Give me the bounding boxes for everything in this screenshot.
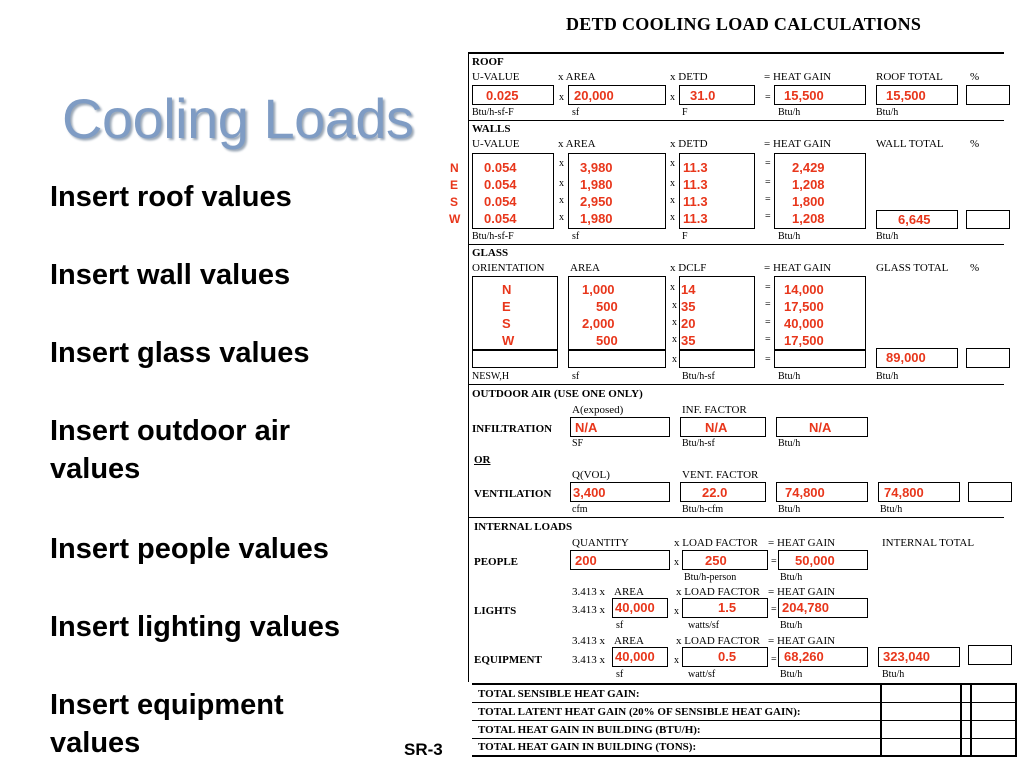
infiltration-factor: N/A [705, 420, 728, 435]
walls-header-area: x AREA [558, 138, 596, 150]
op-x: x [670, 195, 675, 206]
glass-unit-orientation: NESW,H [472, 371, 510, 382]
op-x: x [674, 557, 679, 568]
roof-header-u: U-VALUE [472, 71, 520, 83]
lights-factor: 1.5 [718, 600, 737, 615]
op-x: x [559, 178, 564, 189]
total-latent-label: TOTAL LATENT HEAT GAIN (20% OF SENSIBLE HEAT GAIN): [478, 706, 801, 718]
ventilation-gain: 74,800 [785, 485, 825, 500]
glass-n-dclf: 14 [681, 282, 696, 297]
op-x: x [670, 158, 675, 169]
lights-unit-gain: Btu/h [780, 620, 803, 631]
people-quantity: 200 [575, 553, 597, 568]
outdoor-air-total: 74,800 [884, 485, 924, 500]
divider [468, 517, 1004, 518]
glass-total: 89,000 [886, 350, 926, 365]
bullet-people: Insert people values [50, 533, 329, 565]
people-label: PEOPLE [474, 556, 519, 568]
bullet-wall: Insert wall values [50, 259, 291, 291]
ventilation-header-q: Q(VOL) [572, 469, 610, 481]
roof-unit-total: Btu/h [876, 107, 899, 118]
walls-total: 6,645 [898, 212, 931, 227]
wall-n-u: 0.054 [484, 160, 517, 175]
divider [468, 244, 1004, 245]
wall-e-gain: 1,208 [792, 177, 825, 192]
glass-unit-dclf: Btu/h-sf [682, 371, 715, 382]
roof-detd: 31.0 [690, 88, 716, 103]
op-x: x [672, 317, 677, 328]
glass-header-orientation: ORIENTATION [472, 262, 545, 274]
walls-header-pct: % [970, 138, 980, 150]
walls-header-u: U-VALUE [472, 138, 520, 150]
glass-n-orientation: N [502, 282, 512, 297]
wall-n-gain: 2,429 [792, 160, 825, 175]
lights-unit-area: sf [616, 620, 624, 631]
bullet-equipment: Insert equipment values [50, 689, 284, 759]
equipment-header-area: AREA [614, 635, 644, 647]
walls-unit-gain: Btu/h [778, 231, 801, 242]
op-x: x [559, 212, 564, 223]
glass-percent-box[interactable] [966, 348, 1010, 368]
wall-n-detd: 11.3 [683, 160, 708, 175]
ventilation-factor: 22.0 [702, 485, 728, 500]
totals-bottom-line [472, 755, 1017, 757]
glass-n-area: 1,000 [582, 282, 615, 297]
op-x: x [559, 92, 564, 103]
slide-number: SR-3 [404, 740, 443, 759]
walls-unit-u: Btu/h-sf-F [472, 231, 514, 242]
wall-s-gain: 1,800 [792, 194, 825, 209]
infiltration-header-factor: INF. FACTOR [682, 404, 747, 416]
ventilation-label: VENTILATION [474, 488, 552, 500]
internal-percent-box[interactable] [968, 645, 1012, 665]
people-header-gain: = HEAT GAIN [768, 537, 836, 549]
op-x: x [670, 282, 675, 293]
lights-mult: 3.413 x [572, 604, 605, 616]
glass-e-area: 500 [596, 299, 618, 314]
lights-unit-factor: watts/sf [688, 620, 720, 631]
glass-orientation-column[interactable] [472, 276, 558, 350]
op-eq: = [765, 158, 771, 169]
glass-area-blank[interactable] [568, 350, 666, 368]
glass-s-gain: 40,000 [784, 316, 824, 331]
wall-s-u: 0.054 [484, 194, 517, 209]
bullet-lighting: Insert lighting values [50, 611, 341, 643]
equipment-gain: 68,260 [784, 649, 824, 664]
op-eq: = [771, 654, 777, 665]
op-eq: = [765, 177, 771, 188]
glass-header-pct: % [970, 262, 980, 274]
roof-header-gain: = HEAT GAIN [764, 71, 832, 83]
internal-unit-total: Btu/h [882, 669, 905, 680]
op-eq: = [765, 282, 771, 293]
walls-percent-box[interactable] [966, 210, 1010, 229]
roof-unit-gain: Btu/h [778, 107, 801, 118]
walls-header-detd: x DETD [670, 138, 708, 150]
outdoor-air-percent-box[interactable] [968, 482, 1012, 502]
glass-w-dclf: 35 [681, 333, 696, 348]
walls-heading: WALLS [472, 123, 511, 135]
infiltration-unit-area: SF [572, 438, 584, 449]
glass-header-area: AREA [570, 262, 600, 274]
infiltration-unit-factor: Btu/h-sf [682, 438, 715, 449]
walls-unit-total: Btu/h [876, 231, 899, 242]
internal-total-header: INTERNAL TOTAL [882, 537, 975, 549]
slide-title: Cooling Loads [62, 87, 414, 150]
glass-s-orientation: S [502, 316, 511, 331]
wall-s-detd: 11.3 [683, 194, 708, 209]
wall-dir-e: E [450, 178, 459, 192]
wall-n-area: 3,980 [580, 160, 613, 175]
glass-unit-gain: Btu/h [778, 371, 801, 382]
op-x: x [674, 606, 679, 617]
lights-header-factor: x LOAD FACTOR [676, 586, 760, 598]
internal-total: 323,040 [883, 649, 930, 664]
wall-dir-s: S [450, 195, 459, 209]
op-eq: = [765, 211, 771, 222]
op-eq: = [765, 299, 771, 310]
outdoor-air-heading: OUTDOOR AIR (USE ONE ONLY) [472, 388, 643, 400]
lights-label: LIGHTS [474, 605, 517, 617]
totals-top-line [472, 683, 1017, 685]
wall-e-detd: 11.3 [683, 177, 708, 192]
or-label: OR [474, 454, 491, 466]
infiltration-header-area: A(exposed) [572, 404, 624, 416]
form-title: DETD COOLING LOAD CALCULATIONS [566, 14, 922, 34]
roof-u-value: 0.025 [486, 88, 519, 103]
op-eq: = [765, 194, 771, 205]
glass-e-orientation: E [502, 299, 511, 314]
roof-header-pct: % [970, 71, 980, 83]
frame-top-line [468, 52, 1004, 54]
glass-w-area: 500 [596, 333, 618, 348]
glass-gain-blank[interactable] [774, 350, 866, 368]
people-unit-gain: Btu/h [780, 572, 803, 583]
op-x: x [672, 334, 677, 345]
total-sensible-label: TOTAL SENSIBLE HEAT GAIN: [478, 688, 640, 700]
ventilation-header-factor: VENT. FACTOR [682, 469, 759, 481]
people-header-factor: x LOAD FACTOR [674, 537, 758, 549]
glass-unit-area: sf [572, 371, 580, 382]
wall-w-gain: 1,208 [792, 211, 825, 226]
equipment-mult: 3.413 x [572, 654, 605, 666]
roof-unit-area: sf [572, 107, 580, 118]
glass-n-gain: 14,000 [784, 282, 824, 297]
op-x: x [559, 195, 564, 206]
lights-header-gain: = HEAT GAIN [768, 586, 836, 598]
frame-left-line [468, 52, 469, 682]
roof-header-total: ROOF TOTAL [876, 71, 943, 83]
op-eq: = [771, 604, 777, 615]
equipment-header-factor: x LOAD FACTOR [676, 635, 760, 647]
roof-heading: ROOF [472, 56, 504, 68]
op-eq: = [771, 556, 777, 567]
total-tons-label: TOTAL HEAT GAIN IN BUILDING (TONS): [478, 741, 697, 753]
ventilation-unit-q: cfm [572, 504, 588, 515]
internal-loads-heading: INTERNAL LOADS [474, 521, 573, 533]
wall-dir-n: N [450, 161, 459, 175]
op-eq: = [765, 354, 771, 365]
people-factor: 250 [705, 553, 727, 568]
equipment-factor: 0.5 [718, 649, 737, 664]
infiltration-area: N/A [575, 420, 598, 435]
op-x: x [672, 354, 677, 365]
glass-e-gain: 17,500 [784, 299, 824, 314]
equipment-area: 40,000 [615, 649, 655, 664]
walls-header-gain: = HEAT GAIN [764, 138, 832, 150]
glass-e-dclf: 35 [681, 299, 696, 314]
roof-percent-box[interactable] [966, 85, 1010, 105]
equipment-mult-header: 3.413 x [572, 635, 605, 647]
roof-unit-u: Btu/h-sf-F [472, 107, 514, 118]
glass-header-dclf: x DCLF [670, 262, 707, 274]
divider [468, 384, 1004, 385]
op-eq: = [765, 334, 771, 345]
totals-line [472, 738, 1017, 739]
ventilation-unit-gain: Btu/h [778, 504, 801, 515]
glass-w-gain: 17,500 [784, 333, 824, 348]
lights-area: 40,000 [615, 600, 655, 615]
infiltration-unit-gain: Btu/h [778, 438, 801, 449]
glass-unit-total: Btu/h [876, 371, 899, 382]
wall-w-detd: 11.3 [683, 211, 708, 226]
equipment-unit-factor: watt/sf [688, 669, 716, 680]
wall-e-area: 1,980 [580, 177, 613, 192]
bullet-glass: Insert glass values [50, 337, 310, 369]
roof-header-area: x AREA [558, 71, 596, 83]
totals-col-line [1015, 683, 1017, 756]
equipment-label: EQUIPMENT [474, 654, 542, 666]
totals-col-line [960, 683, 962, 756]
lights-header-area: AREA [614, 586, 644, 598]
glass-w-orientation: W [502, 333, 515, 348]
infiltration-label: INFILTRATION [472, 423, 553, 435]
wall-e-u: 0.054 [484, 177, 517, 192]
roof-area: 20,000 [574, 88, 614, 103]
glass-header-gain: = HEAT GAIN [764, 262, 832, 274]
glass-s-dclf: 20 [681, 316, 696, 331]
glass-dclf-blank[interactable] [679, 350, 755, 368]
lights-mult-header: 3.413 x [572, 586, 605, 598]
totals-line [472, 702, 1017, 703]
outdoor-air-unit-total: Btu/h [880, 504, 903, 515]
walls-unit-detd: F [682, 231, 688, 242]
op-x: x [674, 655, 679, 666]
bullet-roof: Insert roof values [50, 181, 292, 213]
total-btuh-label: TOTAL HEAT GAIN IN BUILDING (BTU/H): [478, 724, 701, 736]
glass-header-total: GLASS TOTAL [876, 262, 949, 274]
people-header-quantity: QUANTITY [572, 537, 629, 549]
infiltration-gain: N/A [809, 420, 832, 435]
ventilation-q: 3,400 [573, 485, 606, 500]
totals-col-line [880, 683, 882, 756]
lights-gain: 204,780 [782, 600, 829, 615]
glass-heading: GLASS [472, 247, 509, 259]
roof-total: 15,500 [886, 88, 926, 103]
walls-header-total: WALL TOTAL [876, 138, 944, 150]
op-eq: = [765, 317, 771, 328]
glass-orientation-blank[interactable] [472, 350, 558, 368]
glass-s-area: 2,000 [582, 316, 615, 331]
divider [468, 120, 1004, 121]
ventilation-unit-factor: Btu/h-cfm [682, 504, 724, 515]
equipment-unit-area: sf [616, 669, 624, 680]
op-x: x [672, 300, 677, 311]
op-x: x [670, 92, 675, 103]
op-x: x [670, 212, 675, 223]
wall-w-area: 1,980 [580, 211, 613, 226]
wall-s-area: 2,950 [580, 194, 613, 209]
people-gain: 50,000 [795, 553, 835, 568]
totals-col-line [970, 683, 972, 756]
bullet-outdoor-air: Insert outdoor air values [50, 415, 291, 485]
totals-line [472, 720, 1017, 721]
equipment-unit-gain: Btu/h [780, 669, 803, 680]
op-x: x [670, 178, 675, 189]
roof-unit-detd: F [682, 107, 688, 118]
wall-dir-w: W [449, 212, 461, 226]
walls-unit-area: sf [572, 231, 580, 242]
op-eq: = [765, 92, 771, 103]
wall-w-u: 0.054 [484, 211, 517, 226]
roof-header-detd: x DETD [670, 71, 708, 83]
equipment-header-gain: = HEAT GAIN [768, 635, 836, 647]
cooling-load-form [449, 0, 1024, 768]
op-x: x [559, 158, 564, 169]
people-unit-factor: Btu/h-person [684, 572, 737, 583]
roof-heat-gain: 15,500 [784, 88, 824, 103]
